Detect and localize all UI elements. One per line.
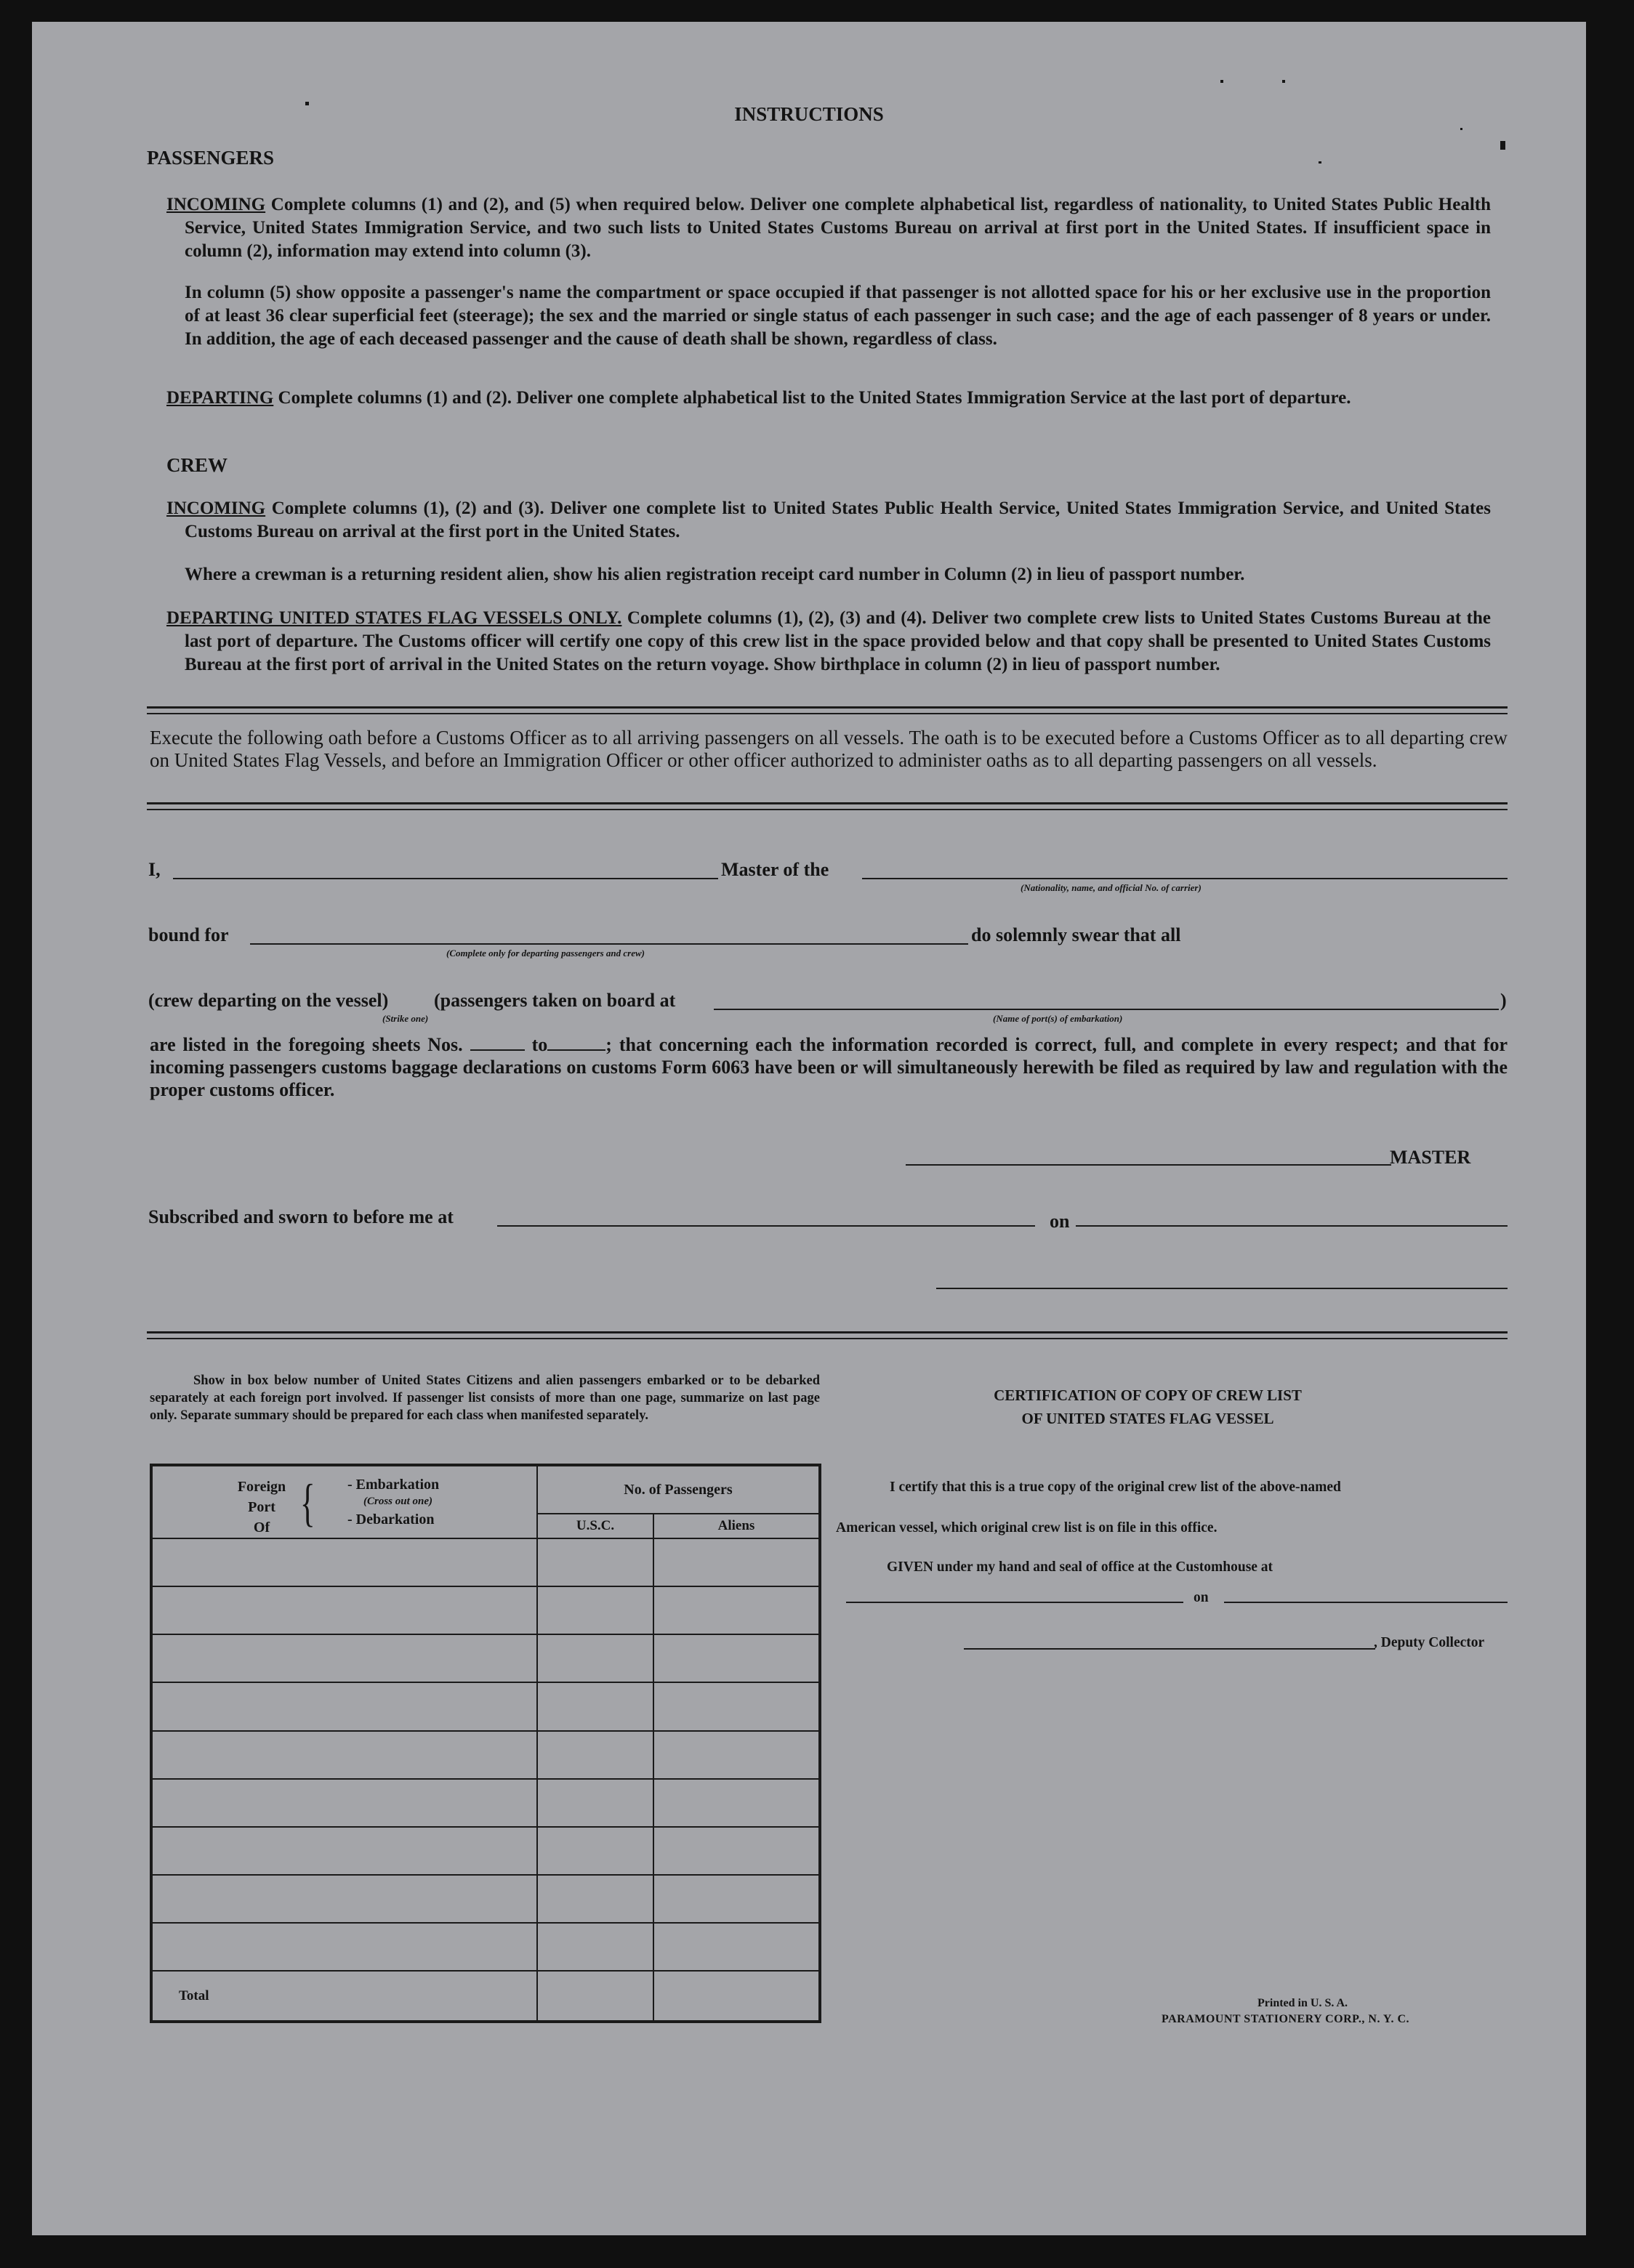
certification-on-label: on <box>1194 1590 1209 1605</box>
given-line: GIVEN under my hand and seal of office at the Customhouse at <box>887 1559 1273 1575</box>
table-row <box>151 1634 820 1682</box>
table-row <box>151 1538 820 1586</box>
foreign-label: Foreign <box>237 1479 286 1495</box>
certify-line-1: I certify that this is a true copy of the original crew list of the above-named <box>890 1480 1341 1495</box>
usc-cell[interactable] <box>537 1731 653 1779</box>
sworn-on-label: on <box>1050 1211 1070 1232</box>
usc-cell[interactable] <box>537 1538 653 1586</box>
form-sheet <box>32 22 1586 2235</box>
passengers-taken-option: (passengers taken on board at <box>434 990 676 1011</box>
crew-incoming-label: INCOMING <box>166 499 266 518</box>
passengers-incoming-paragraph <box>166 193 1491 263</box>
port-cell[interactable] <box>151 1779 537 1827</box>
embarkation-label: - Embarkation <box>347 1477 440 1493</box>
sheet-from-field[interactable] <box>470 1036 525 1051</box>
sworn-date-field[interactable] <box>1076 1225 1508 1227</box>
certify-line-2: American vessel, which original crew list is on file in this office. <box>836 1520 1218 1535</box>
summary-divider <box>147 1331 1508 1339</box>
printed-in-usa: Printed in U. S. A. <box>1257 1997 1348 2009</box>
aliens-cell[interactable] <box>653 1923 820 1971</box>
bound-for-field[interactable] <box>250 943 968 945</box>
aliens-cell[interactable] <box>653 1634 820 1682</box>
table-row <box>151 1923 820 1971</box>
port-cell[interactable] <box>151 1827 537 1875</box>
of-label: Of <box>253 1520 270 1535</box>
aliens-total-cell[interactable] <box>653 1971 820 2022</box>
usc-cell[interactable] <box>537 1586 653 1634</box>
crew-resident-paragraph: Where a crewman is a returning resident alien, show his alien registration receipt card number in Column (2) in lieu of passport number. <box>185 565 1245 584</box>
scan-speck <box>1500 141 1505 150</box>
passengers-incoming-text: Complete columns (1) and (2), and (5) when required below. Deliver one complete alphabetical list, regardless of nationality, to United States Public Health Service, United States Immigration Service, and two such lists to United States Customs Bureau on arrival at first port in the United States. If insufficient space in column (2), information may extend into column (3). <box>185 195 1491 261</box>
usc-cell[interactable] <box>537 1682 653 1730</box>
aliens-cell[interactable] <box>653 1586 820 1634</box>
passengers-departing-label: DEPARTING <box>166 388 274 408</box>
port-cell[interactable] <box>151 1682 537 1730</box>
table-row <box>151 1682 820 1730</box>
port-header-labels <box>233 1477 291 1538</box>
aliens-cell[interactable] <box>653 1875 820 1923</box>
table-row <box>151 1779 820 1827</box>
subscribed-label: Subscribed and sworn to before me at <box>148 1206 454 1227</box>
passengers-column5-paragraph: In column (5) show opposite a passenger's name the compartment or space occupied if that passenger is not allotted space for his or her exclusive use in the proportion of at least 36 clear superficial feet (steerage); the sex and the married or single status of each passenger in such case; and the age of each passenger of 8 years or under. In addition, the age of each deceased passenger and the cause of death shall be shown, regardless of class. <box>185 283 1491 349</box>
certification-date-field[interactable] <box>1224 1602 1508 1603</box>
port-of-embarkation-field[interactable] <box>714 1009 1499 1010</box>
usc-cell[interactable] <box>537 1779 653 1827</box>
port-cell[interactable] <box>151 1538 537 1586</box>
table-row <box>151 1875 820 1923</box>
certification-heading-1: CERTIFICATION OF COPY OF CREW LIST <box>994 1387 1302 1404</box>
passengers-departing-paragraph <box>166 387 1491 410</box>
usc-total-cell[interactable] <box>537 1971 653 2022</box>
oath-i-label: I, <box>148 859 161 880</box>
aliens-cell[interactable] <box>653 1731 820 1779</box>
port-label: Port <box>248 1499 275 1515</box>
swear-text: do solemnly swear that all <box>971 924 1181 945</box>
scan-speck <box>1220 80 1223 83</box>
crew-incoming-text: Complete columns (1), (2) and (3). Deliver one complete list to United States Public Health Service, United States Immigration Service, and United States Customs Bureau on arrival at the first port in the United States. <box>185 499 1491 541</box>
deputy-collector-label: , Deputy Collector <box>1374 1635 1485 1650</box>
sheets-statement-b: ; that concerning each the information recorded is correct, full, and complete in every respect; and that for incoming passengers customs baggage declarations on customs Form 6063 have been or will simultaneously herewith be filed as required by law and regulation with the proper customs officer. <box>150 1034 1508 1100</box>
scan-speck <box>1460 128 1462 130</box>
master-signature-field[interactable] <box>906 1164 1391 1166</box>
port-cell[interactable] <box>151 1875 537 1923</box>
usc-cell[interactable] <box>537 1875 653 1923</box>
usc-cell[interactable] <box>537 1923 653 1971</box>
crew-departing-paragraph <box>166 607 1491 677</box>
oath-instructions: Execute the following oath before a Customs Officer as to all arriving passengers on all vessels. The oath is to be executed before a Customs Officer as to all departing crew on United States Flag Vessels, and before an Immigration Officer or other officer authorized to administer oaths as to all departing passengers on all vessels. <box>150 727 1508 771</box>
strike-one-hint: (Strike one) <box>382 1013 429 1024</box>
cross-out-hint: (Cross out one) <box>363 1496 433 1507</box>
table-row <box>151 1586 820 1634</box>
sheets-statement <box>150 1033 1508 1101</box>
table-row <box>151 1827 820 1875</box>
sworn-place-field[interactable] <box>497 1225 1035 1227</box>
master-of-the-label: Master of the <box>721 859 829 880</box>
scan-speck <box>1282 80 1285 83</box>
aliens-cell[interactable] <box>653 1827 820 1875</box>
bound-for-label: bound for <box>148 924 229 945</box>
debarkation-label: - Debarkation <box>347 1512 435 1528</box>
aliens-cell[interactable] <box>653 1682 820 1730</box>
crew-departing-text: Complete columns (1), (2), (3) and (4). Deliver two complete crew lists to United States Customs Bureau at the last port of departure. The Customs officer will certify one copy of this crew list in the space provided below and that copy shall be presented to United States Customs Bureau at the first port of arrival in the United States on the return voyage. Show birthplace in column (2) in lieu of passport number. <box>185 608 1491 674</box>
crew-heading: CREW <box>166 454 228 476</box>
total-label: Total <box>151 1971 537 2022</box>
passenger-summary-table <box>150 1464 821 2023</box>
carrier-field[interactable] <box>862 878 1508 879</box>
port-hint: (Name of port(s) of embarkation) <box>993 1013 1123 1024</box>
crew-incoming-paragraph <box>166 497 1491 544</box>
officer-signature-field[interactable] <box>936 1288 1508 1289</box>
usc-cell[interactable] <box>537 1634 653 1682</box>
aliens-cell[interactable] <box>653 1538 820 1586</box>
close-paren: ) <box>1500 990 1507 1011</box>
oath-divider <box>147 802 1508 810</box>
usc-cell[interactable] <box>537 1827 653 1875</box>
passengers-incoming-label: INCOMING <box>166 195 266 214</box>
usc-header: U.S.C. <box>537 1514 653 1538</box>
port-cell[interactable] <box>151 1731 537 1779</box>
total-row <box>151 1971 820 2022</box>
passengers-departing-text: Complete columns (1) and (2). Deliver one complete alphabetical list to the United States Immigration Service at the last port of departure. <box>273 388 1351 408</box>
summary-instructions: Show in box below number of United States Citizens and alien passengers embarked or to be debarked separately at each foreign port involved. If passenger list consists of more than one page, summarize on last page only. Separate summary should be prepared for each class when manifested separately. <box>150 1373 820 1423</box>
aliens-header: Aliens <box>653 1514 820 1538</box>
no-of-passengers-header: No. of Passengers <box>537 1465 820 1514</box>
bound-for-hint: (Complete only for departing passengers and crew) <box>446 948 645 959</box>
sheet-to-field[interactable] <box>547 1036 605 1051</box>
port-header-cell <box>151 1465 537 1538</box>
brace-icon: { <box>299 1474 315 1532</box>
customhouse-field[interactable] <box>846 1602 1183 1603</box>
page-title: INSTRUCTIONS <box>734 103 884 125</box>
section-divider <box>147 706 1508 714</box>
crew-departing-option: (crew departing on the vessel) <box>148 990 389 1011</box>
sheets-statement-a: are listed in the foregoing sheets Nos. <box>150 1034 463 1055</box>
crew-departing-label: DEPARTING UNITED STATES FLAG VESSELS ONLY. <box>166 608 622 628</box>
sheets-to-label: to <box>531 1034 548 1055</box>
passengers-heading: PASSENGERS <box>147 147 275 169</box>
master-label: MASTER <box>1390 1147 1471 1168</box>
printer-name: PARAMOUNT STATIONERY CORP., N. Y. C. <box>1162 2013 1410 2025</box>
aliens-cell[interactable] <box>653 1779 820 1827</box>
certification-heading-2: OF UNITED STATES FLAG VESSEL <box>1021 1410 1274 1427</box>
port-cell[interactable] <box>151 1586 537 1634</box>
port-cell[interactable] <box>151 1923 537 1971</box>
scan-speck <box>1319 161 1321 164</box>
table-row <box>151 1731 820 1779</box>
carrier-hint: (Nationality, name, and official No. of carrier) <box>1021 882 1202 893</box>
deputy-collector-signature-field[interactable] <box>964 1648 1375 1650</box>
port-cell[interactable] <box>151 1634 537 1682</box>
master-name-field[interactable] <box>173 878 718 879</box>
